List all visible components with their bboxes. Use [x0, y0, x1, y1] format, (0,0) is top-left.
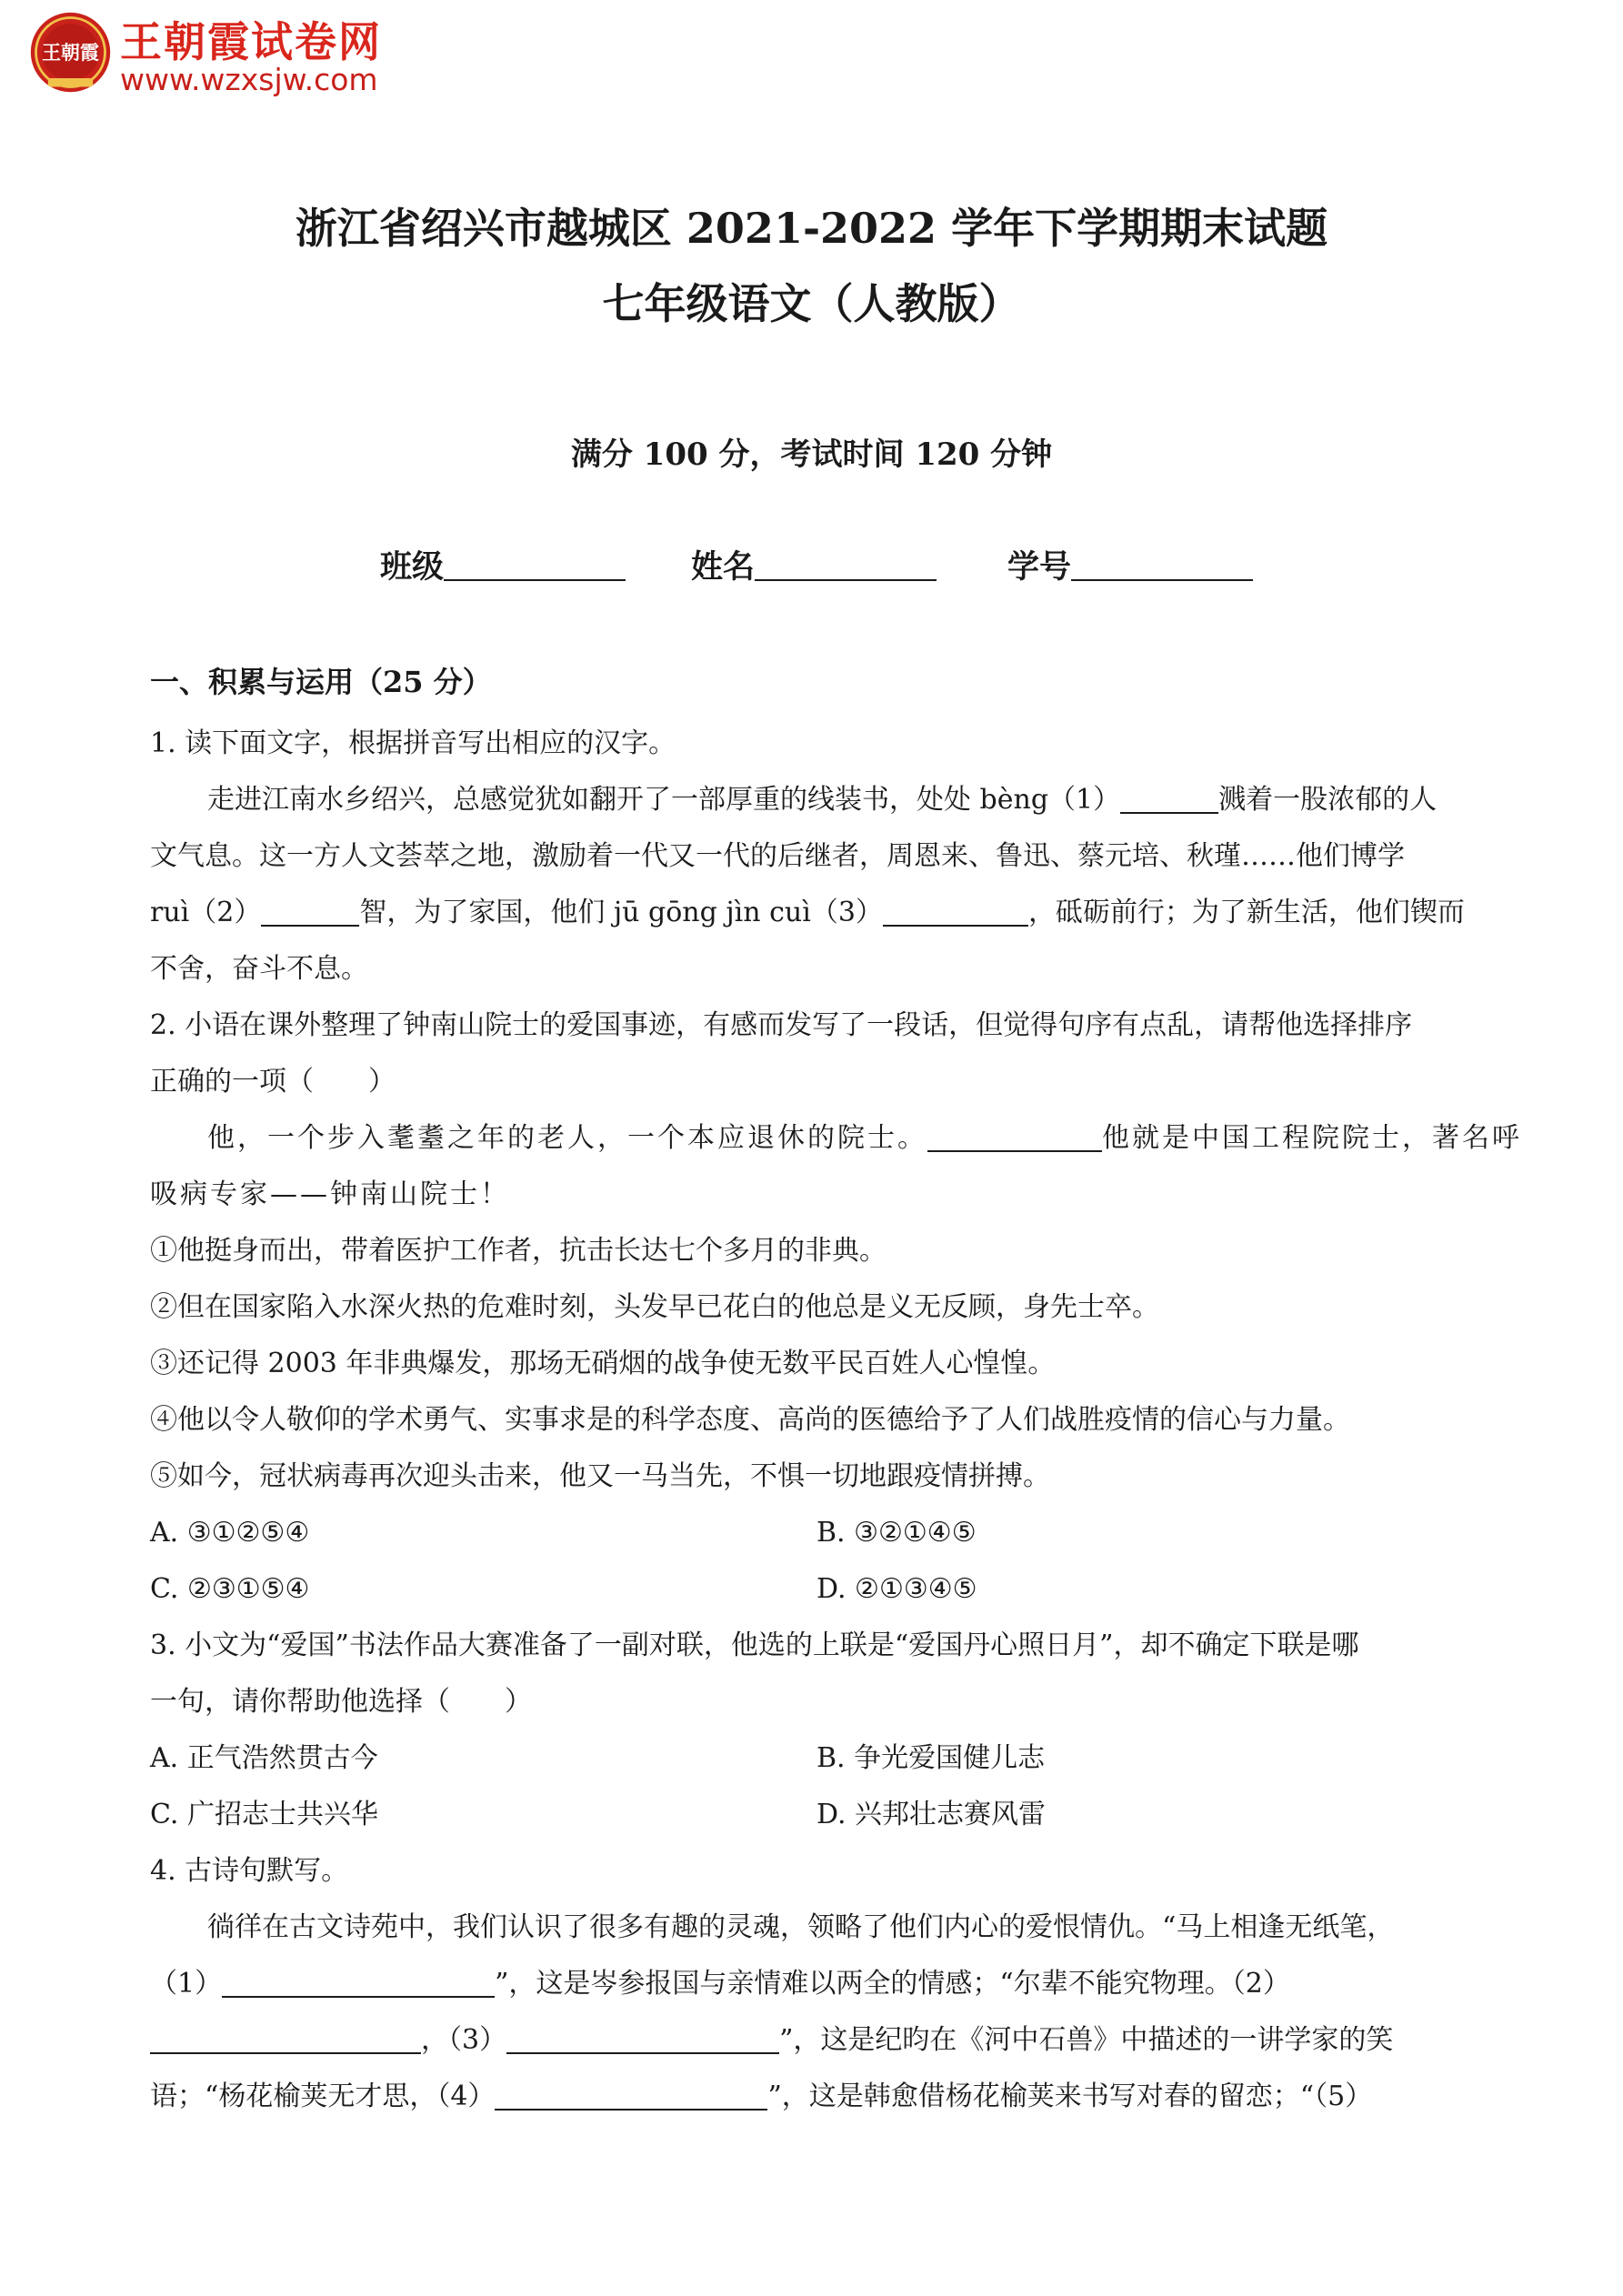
class-label: 班级 — [380, 548, 445, 586]
q4-blank-1[interactable] — [222, 1967, 495, 1998]
section-heading: 一、积累与运用（25 分） — [150, 665, 492, 699]
q2-option-b[interactable]: B. ③②①④⑤ — [817, 1517, 977, 1549]
q4-line4: 语；“杨花榆荚无才思，（4） ”，这是韩愈借杨花榆荚来书写对春的留恋；“（5） — [150, 2080, 1373, 2112]
q2-sentence-2: ②但在国家陷入水深火热的危难时刻，头发早已花白的他总是义无反顾，身先士卒。 — [150, 1291, 1159, 1323]
q2-passage-2: 吸病专家——钟南山院士！ — [150, 1178, 510, 1210]
q2-stem-1: 2. 小语在课外整理了钟南山院士的爱国事迹，有感而发写了一段话，但觉得句序有点乱，请帮他选择排序 — [150, 1009, 1413, 1041]
q3-stem-1: 3. 小文为“爱国”书法作品大赛准备了一副对联，他选的上联是“爱国丹心照日月”，却不确定下联是哪 — [150, 1629, 1359, 1661]
name-field[interactable] — [691, 542, 937, 587]
q2-stem-2: 正确的一项（ ） — [150, 1066, 396, 1098]
logo-text: 王朝霞 — [42, 42, 99, 65]
q4-blank-3[interactable] — [506, 2023, 779, 2054]
class-field[interactable] — [380, 542, 626, 587]
q3-option-c[interactable]: C. 广招志士共兴华 — [150, 1799, 378, 1830]
q1-line4: 不舍，奋斗不息。 — [150, 953, 368, 985]
q3-stem-2: 一句，请你帮助他选择（ ） — [150, 1686, 532, 1718]
q1-stem: 1. 读下面文字，根据拼音写出相应的汉字。 — [150, 727, 676, 759]
exam-subtitle: 七年级语文（人教版） — [602, 279, 1021, 328]
q4-line3: ，（3） ”，这是纪昀在《河中石兽》中描述的一讲学家的笑 — [150, 2022, 1393, 2059]
score-info: 满分 100 分，考试时间 120 分钟 — [570, 436, 1053, 473]
q4-line2: （1） ”，这是岑参报国与亲情难以两全的情感；“尔辈不能究物理。（2） — [150, 1968, 1290, 2000]
q2-sentence-5: ⑤如今，冠状病毒再次迎头击来，他又一马当先，不惧一切地跟疫情拼搏。 — [150, 1460, 1050, 1492]
q2-sentence-4: ④他以令人敬仰的学术勇气、实事求是的科学态度、高尚的医德给予了人们战胜疫情的信心与力量。 — [150, 1404, 1350, 1436]
q4-stem: 4. 古诗句默写。 — [150, 1855, 349, 1887]
name-label: 姓名 — [691, 548, 756, 586]
brand-url[interactable]: www.wzxsjw.com — [120, 62, 378, 97]
q2-option-d[interactable]: D. ②①③④⑤ — [817, 1573, 977, 1605]
q1-line1: 走进江南水乡绍兴，总感觉犹如翻开了一部厚重的线装书，处处 bèng（1） 溅着一股浓郁的人 — [207, 784, 1438, 816]
q1-blank-2[interactable] — [261, 896, 359, 927]
id-label: 学号 — [1007, 548, 1072, 586]
exam-title: 浙江省绍兴市越城区 2021-2022 学年下学期期末试题 — [295, 204, 1328, 253]
brand-name[interactable]: 王朝霞试卷网 — [120, 17, 382, 66]
q1-line3: ruì（2） 智，为了家国，他们 jū gōng jìn cuì（3） ，砥砺前行；为了新生活，他们锲而 — [150, 897, 1465, 928]
q1-blank-1[interactable] — [1120, 783, 1218, 814]
class-blank[interactable] — [444, 546, 626, 581]
q1-line2: 文气息。这一方人文荟萃之地，激励着一代又一代的后继者，周恩来、鲁迅、蔡元培、秋瑾……他们博学 — [150, 840, 1405, 872]
q3-option-d[interactable]: D. 兴邦壮志赛风雷 — [817, 1799, 1047, 1830]
q2-passage-1: 他，一个步入耄耋之年的老人，一个本应退休的院士。 他就是中国工程院院士，著名呼 — [207, 1122, 1522, 1154]
q4-blank-2[interactable] — [150, 2023, 421, 2054]
id-blank[interactable] — [1071, 546, 1253, 581]
q2-blank[interactable] — [927, 1121, 1102, 1152]
q2-sentence-1: ①他挺身而出，带着医护工作者，抗击长达七个多月的非典。 — [150, 1235, 887, 1267]
brand-logo — [27, 9, 114, 95]
id-field[interactable] — [1007, 542, 1253, 587]
q4-blank-4[interactable] — [495, 2080, 767, 2111]
q3-option-b[interactable]: B. 争光爱国健儿志 — [817, 1742, 1046, 1774]
name-blank[interactable] — [755, 546, 937, 581]
q3-option-a[interactable]: A. 正气浩然贯古今 — [150, 1742, 378, 1774]
q2-option-a[interactable]: A. ③①②⑤④ — [150, 1517, 310, 1549]
q1-blank-3[interactable] — [883, 896, 1028, 927]
q4-line1: 徜徉在古文诗苑中，我们认识了很多有趣的灵魂，领略了他们内心的爱恨情仇。“马上相逢无纸笔， — [207, 1911, 1395, 1943]
q2-option-c[interactable]: C. ②③①⑤④ — [150, 1573, 310, 1605]
q2-sentence-3: ③还记得 2003 年非典爆发，那场无硝烟的战争使无数平民百姓人心惶惶。 — [150, 1348, 1056, 1379]
